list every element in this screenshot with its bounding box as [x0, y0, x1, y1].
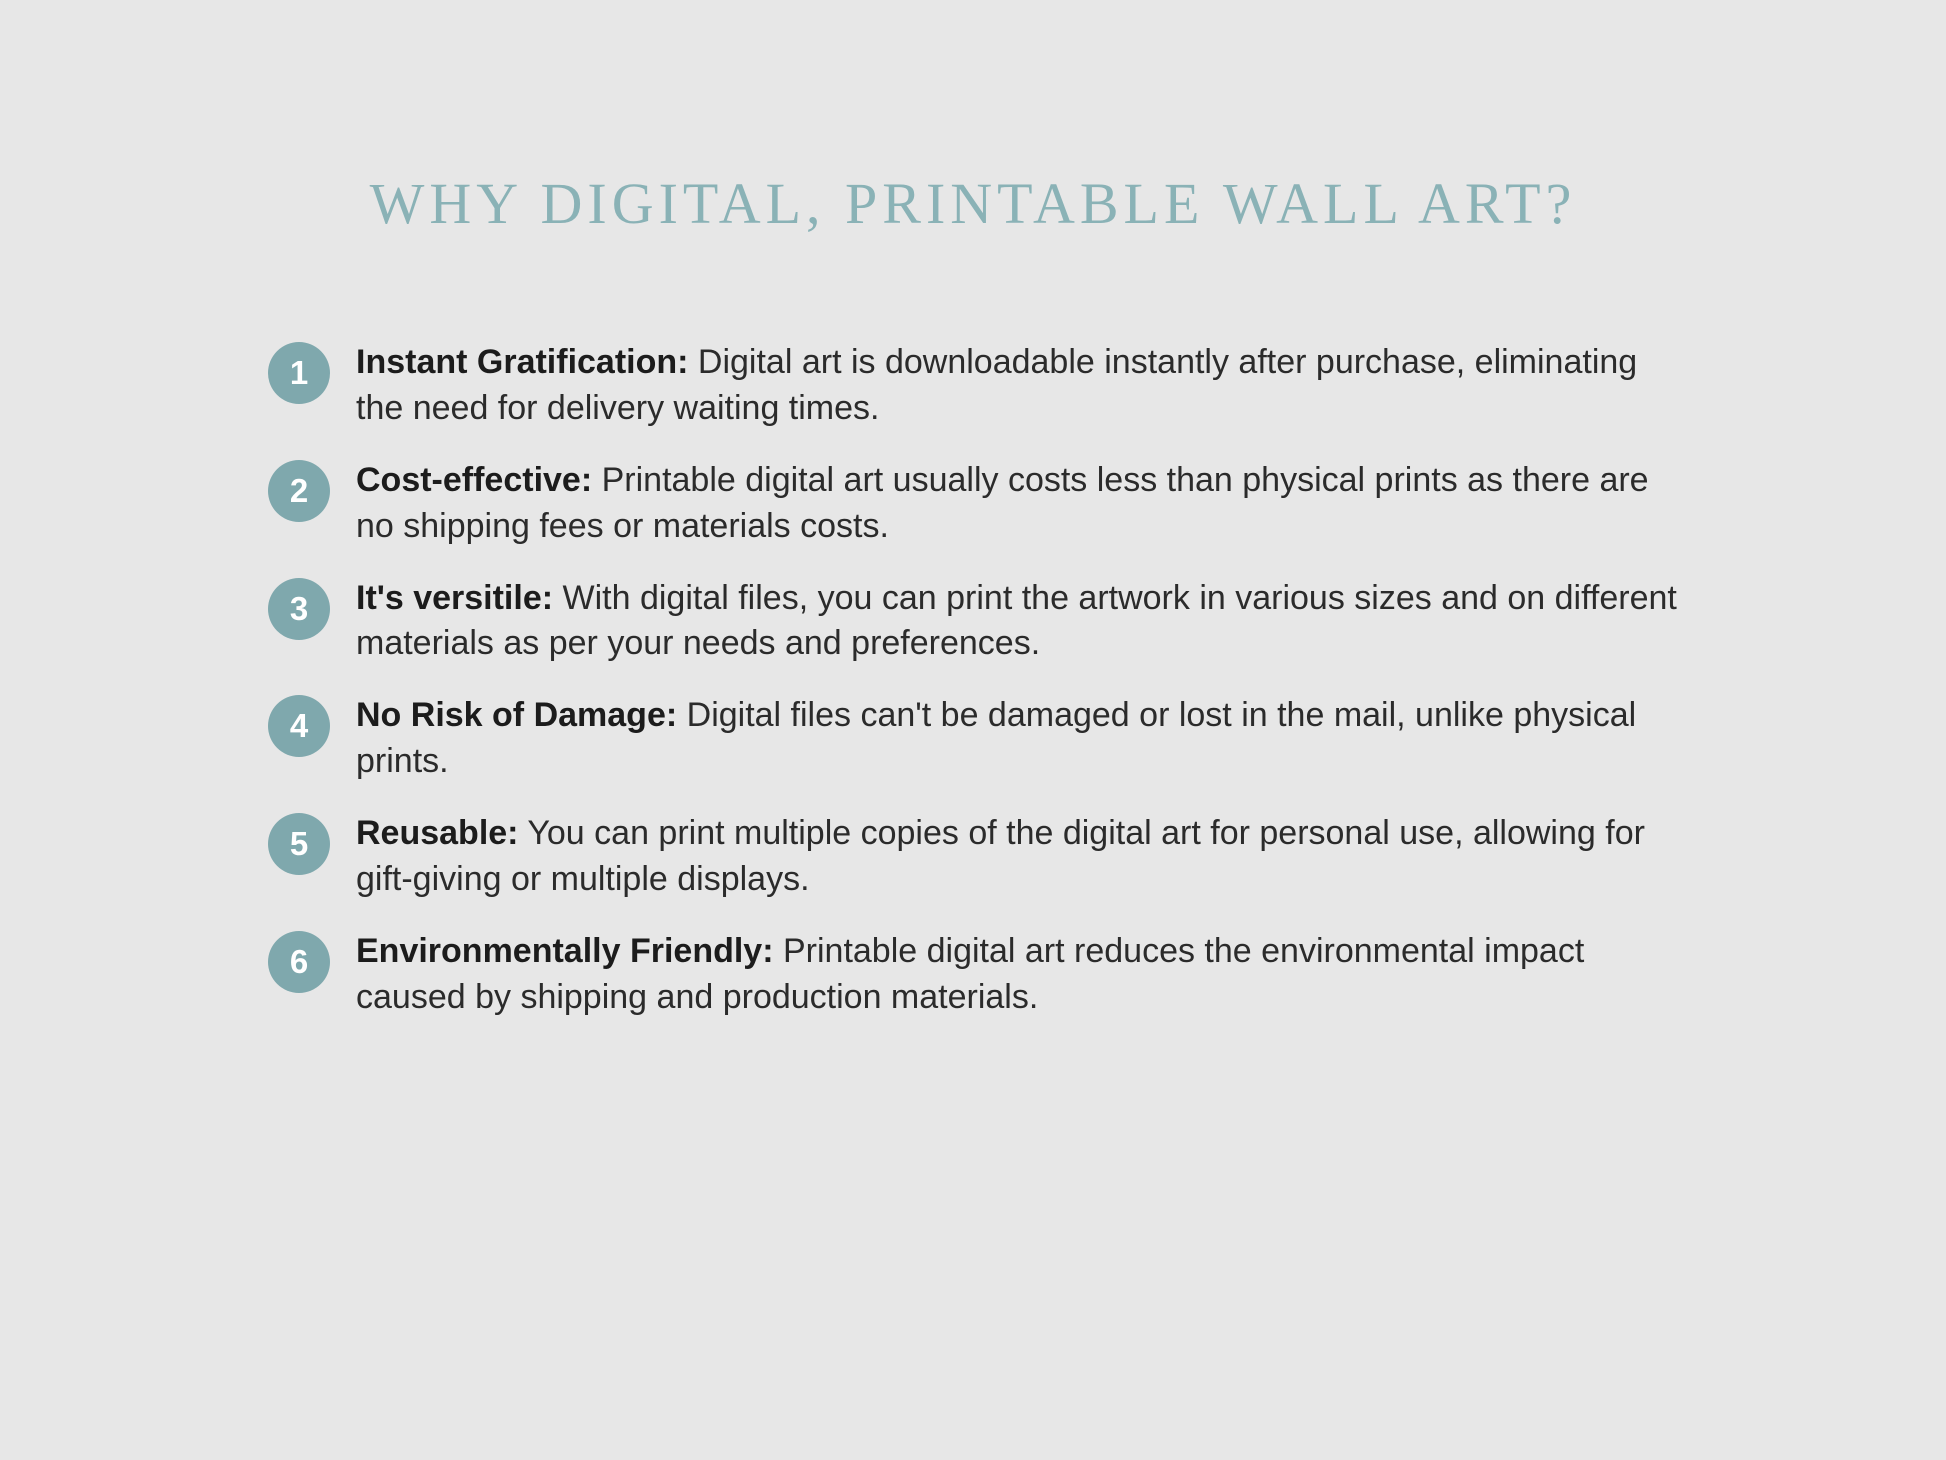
item-number-badge: 5 [268, 813, 330, 875]
page-title: WHY DIGITAL, PRINTABLE WALL ART? [369, 171, 1577, 236]
list-item [268, 576, 1688, 668]
list-item [268, 929, 1688, 1021]
item-number-badge: 6 [268, 931, 330, 993]
item-lead: No Risk of Damage: [356, 696, 678, 735]
list-item [268, 458, 1688, 550]
item-text [356, 811, 1686, 903]
list-item [268, 811, 1688, 903]
benefits-list [268, 340, 1688, 1047]
item-number-badge: 4 [268, 695, 330, 757]
item-text [356, 340, 1686, 432]
item-lead: Environmentally Friendly: [356, 931, 774, 970]
item-body: Printable digital art usually costs less than physical prints as there are no shipping fees or materials costs. [356, 460, 1649, 545]
item-body: Digital files can't be damaged or lost in the mail, unlike physical prints. [356, 696, 1637, 781]
item-number-badge: 1 [268, 342, 330, 404]
item-text [356, 929, 1686, 1021]
item-lead: Instant Gratification: [356, 343, 689, 381]
item-body: With digital files, you can print the artwork in various sizes and on different materials as per your needs and preferences. [356, 578, 1677, 663]
item-text [356, 576, 1686, 668]
item-body: Digital art is downloadable instantly after purchase, eliminating the need for delivery waiting times. [356, 343, 1638, 427]
item-lead: Reusable: [356, 814, 519, 853]
item-lead: Cost-effective: [356, 460, 593, 499]
item-number-badge: 2 [268, 460, 330, 522]
list-item [268, 340, 1688, 432]
item-lead: It's versitile: [356, 578, 554, 617]
item-text [356, 458, 1686, 550]
item-body: Printable digital art reduces the environmental impact caused by shipping and production materials. [356, 931, 1585, 1016]
item-number-badge: 3 [268, 578, 330, 640]
list-item [268, 693, 1688, 785]
item-body: You can print multiple copies of the digital art for personal use, allowing for gift-giving or multiple displays. [356, 814, 1645, 899]
item-text [356, 693, 1686, 785]
